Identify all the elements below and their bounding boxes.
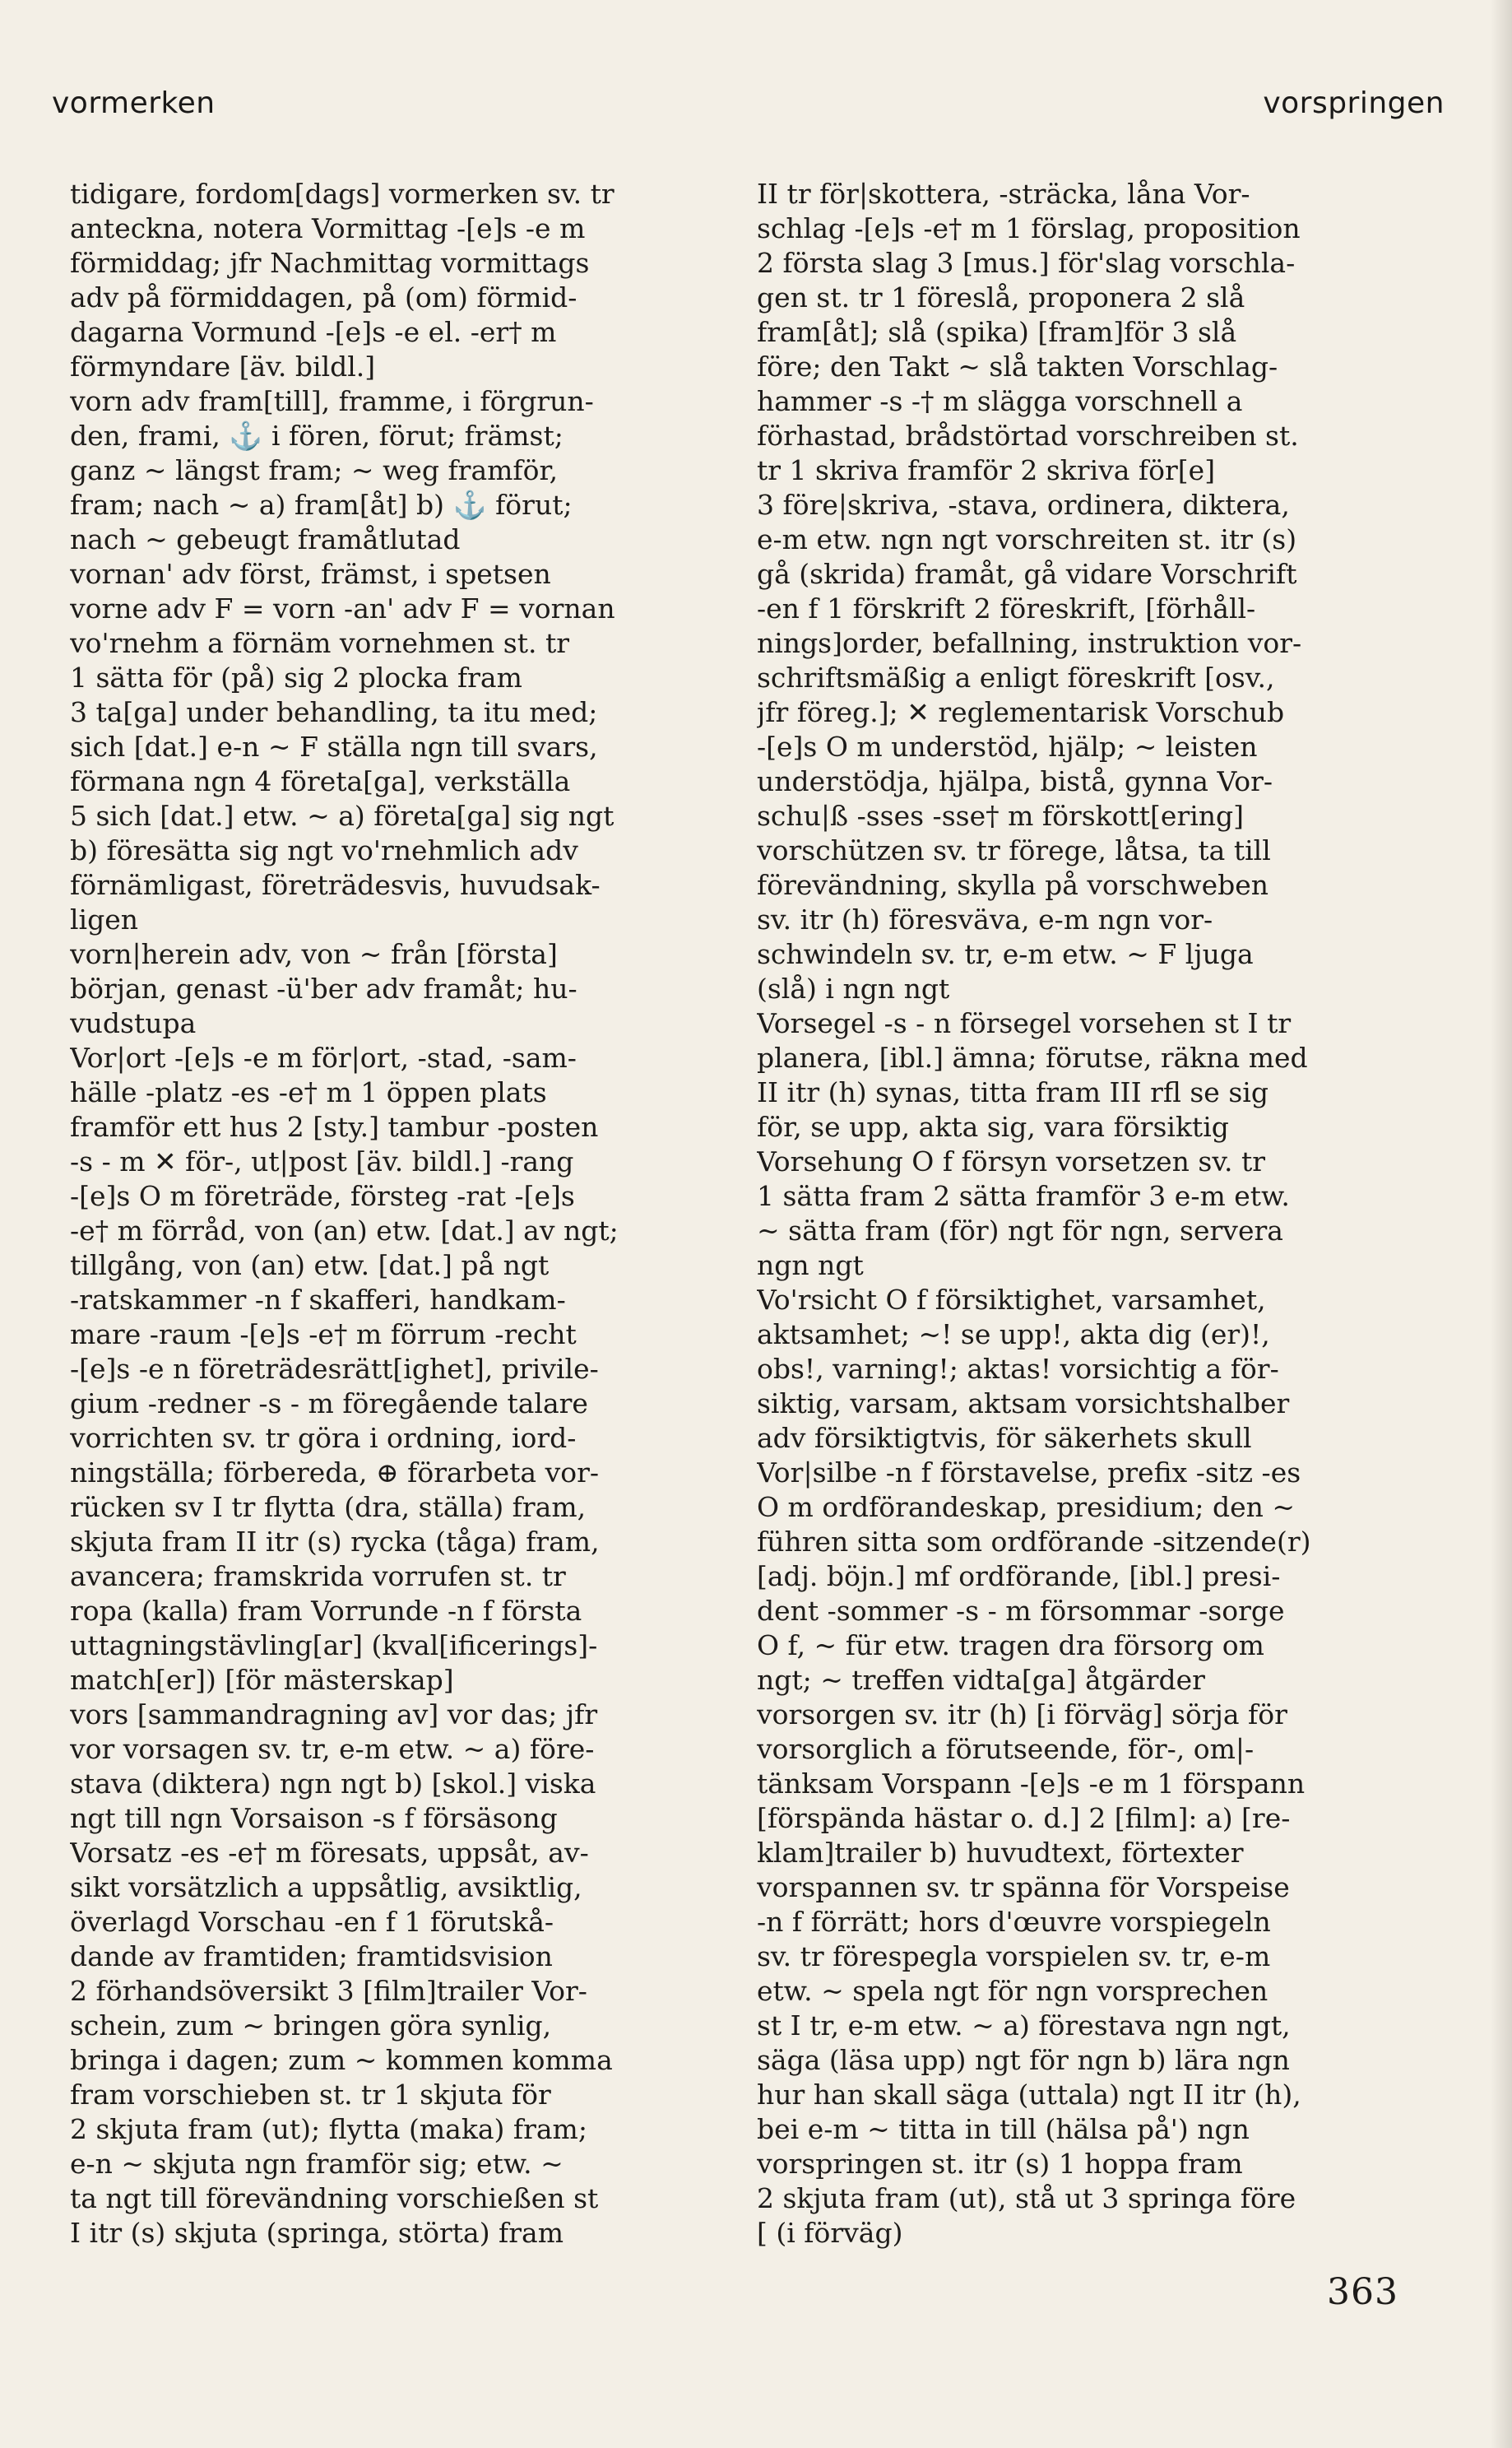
left-column-line: vudstupa — [70, 1007, 197, 1039]
right-column-line: 2 skjuta fram (ut), stå ut 3 springa före — [757, 2182, 1296, 2214]
left-column-line: schein, zum ~ bringen göra synlig, — [70, 2009, 552, 2042]
right-column-line: etw. ~ spela ngt för ngn vorsprechen — [757, 1975, 1269, 2007]
left-column-line: match[er]) [för mästerskap] — [70, 1664, 454, 1696]
left-column-line: Vor|ort -[e]s -e m för|ort, -stad, -sam- — [70, 1042, 577, 1074]
right-column-line: Vo'rsicht O f försiktighet, varsamhet, — [757, 1284, 1266, 1316]
left-column-line: b) föresätta sig ngt vo'rnehmlich adv — [70, 834, 578, 866]
left-column-line: framför ett hus 2 [sty.] tambur -posten — [70, 1111, 599, 1143]
right-column-line: -en f 1 förskrift 2 föreskrift, [förhåll- — [757, 592, 1256, 625]
right-column-line: siktig, varsam, aktsam vorsichtshalber — [757, 1387, 1290, 1419]
left-column-line: uttagningstävling[ar] (kval[ificerings]- — [70, 1629, 598, 1661]
right-column-line: tänksam Vorspann -[e]s -e m 1 förspann — [757, 1767, 1306, 1800]
left-column-line: 2 förhandsöversikt 3 [film]trailer Vor- — [70, 1975, 587, 2007]
right-column-line: vorspannen sv. tr spänna för Vorspeise — [757, 1871, 1290, 1903]
left-column-line: -e† m förråd, von (an) etw. [dat.] av ngt; — [70, 1215, 619, 1247]
right-column-line: vorspringen st. itr (s) 1 hoppa fram — [757, 2148, 1243, 2180]
right-column-line: ngn ngt — [757, 1249, 864, 1281]
left-column-line: 1 sätta för (på) sig 2 plocka fram — [70, 662, 522, 694]
left-column-line: förnämligast, företrädesvis, huvudsak- — [70, 869, 601, 901]
right-column-line: -n f förrätt; hors d'œuvre vorspiegeln — [757, 1906, 1271, 1938]
left-column-line: vorne adv F = vorn -an' adv F = vornan — [70, 592, 615, 625]
right-column-line: [adj. böjn.] mf ordförande, [ibl.] presi- — [757, 1560, 1281, 1592]
right-column-line: sv. itr (h) föresväva, e-m ngn vor- — [757, 903, 1213, 936]
right-column — [757, 177, 1398, 2251]
left-column-line: fram; nach ~ a) fram[åt] b) ⚓ förut; — [70, 489, 573, 521]
left-column-line: 5 sich [dat.] etw. ~ a) företa[ga] sig ngt — [70, 800, 615, 832]
left-column-line: tillgång, von (an) etw. [dat.] på ngt — [70, 1249, 550, 1281]
left-column-line: nach ~ gebeugt framåtlutad — [70, 523, 461, 555]
right-column-line: före; den Takt ~ slå takten Vorschlag- — [757, 351, 1278, 383]
right-column-line: II tr för|skottera, -sträcka, låna Vor- — [757, 178, 1250, 210]
right-column-line: 3 före|skriva, -stava, ordinera, diktera, — [757, 489, 1290, 521]
left-column-line: överlagd Vorschau -en f 1 förutskå- — [70, 1906, 554, 1938]
right-column-line: e-m etw. ngn ngt vorschreiten st. itr (s) — [757, 523, 1297, 555]
right-column-line: tr 1 skriva framför 2 skriva för[e] — [757, 454, 1216, 486]
right-column-line: klam]trailer b) huvudtext, förtexter — [757, 1837, 1244, 1869]
right-column-line: vorschützen sv. tr förege, låtsa, ta till — [757, 834, 1271, 866]
left-column-line: ta ngt till förevändning vorschießen st — [70, 2182, 599, 2214]
left-column-line: 3 ta[ga] under behandling, ta itu med; — [70, 696, 598, 728]
left-column-line: gium -redner -s - m föregående talare — [70, 1387, 588, 1419]
left-column-line: ganz ~ längst fram; ~ weg framför, — [70, 454, 559, 486]
left-column — [70, 177, 703, 2251]
right-column-line: gen st. tr 1 föreslå, proponera 2 slå — [757, 281, 1245, 314]
right-column-line: aktsamhet; ~! se upp!, akta dig (er)!, — [757, 1318, 1270, 1350]
right-column-line: ngt; ~ treffen vidta[ga] åtgärder — [757, 1664, 1205, 1696]
right-column-line: O f, ~ für etw. tragen dra försorg om — [757, 1629, 1264, 1661]
right-column-line: vorsorgen sv. itr (h) [i förväg] sörja för — [757, 1698, 1287, 1730]
left-column-line: 2 skjuta fram (ut); flytta (maka) fram; — [70, 2113, 587, 2145]
right-column-line: Vorsegel -s - n försegel vorsehen st I tr — [757, 1007, 1292, 1039]
running-head-left: vormerken — [52, 86, 216, 120]
left-column-line: avancera; framskrida vorrufen st. tr — [70, 1560, 566, 1592]
left-column-line: skjuta fram II itr (s) rycka (tåga) fram, — [70, 1526, 600, 1558]
right-column-line: obs!, varning!; aktas! vorsichtig a för- — [757, 1353, 1279, 1385]
left-column-line: förmyndare [äv. bildl.] — [70, 351, 376, 383]
left-column-line: vorn adv fram[till], framme, i förgrun- — [70, 385, 594, 417]
right-column-line: [förspända hästar o. d.] 2 [film]: a) [re- — [757, 1802, 1291, 1834]
left-column-line: vors [sammandragning av] vor das; jfr — [70, 1698, 598, 1730]
left-column-line: Vorsatz -es -e† m föresats, uppsåt, av- — [70, 1837, 589, 1869]
left-column-line: tidigare, fordom[dags] vormerken sv. tr — [70, 178, 615, 210]
right-column-line: 1 sätta fram 2 sätta framför 3 e-m etw. — [757, 1180, 1290, 1212]
left-column-line: sich [dat.] e-n ~ F ställa ngn till svars, — [70, 731, 598, 763]
left-column-line: vor vorsagen sv. tr, e-m etw. ~ a) före- — [70, 1733, 595, 1765]
left-column-line: -s - m ✕ för-, ut|post [äv. bildl.] -rang — [70, 1145, 574, 1178]
left-column-line: -[e]s O m företräde, försteg -rat -[e]s — [70, 1180, 575, 1212]
right-column-line: fram[åt]; slå (spika) [fram]för 3 slå — [757, 316, 1237, 348]
right-column-line: führen sitta som ordförande -sitzende(r) — [757, 1526, 1311, 1558]
right-column-line: schlag -[e]s -e† m 1 förslag, proposition — [757, 212, 1301, 244]
right-column-line: Vor|silbe -n f förstavelse, prefix -sitz -es — [757, 1456, 1301, 1489]
left-column-line: ngt till ngn Vorsaison -s f försäsong — [70, 1802, 558, 1834]
right-column-line: nings]order, befallning, instruktion vor- — [757, 627, 1302, 659]
right-column-line: -[e]s O m understöd, hjälp; ~ leisten — [757, 731, 1258, 763]
left-column-line: rücken sv I tr flytta (dra, ställa) fram, — [70, 1491, 587, 1523]
right-column-line: adv försiktigtvis, för säkerhets skull — [757, 1422, 1252, 1454]
right-column-line: ~ sätta fram (för) ngt för ngn, servera — [757, 1215, 1283, 1247]
left-column-line: förmiddag; jfr Nachmittag vormittags — [70, 247, 590, 279]
left-column-line: vorn|herein adv, von ~ från [första] — [70, 938, 558, 970]
left-column-line: början, genast -ü'ber adv framåt; hu- — [70, 973, 577, 1005]
right-column-line: 2 första slag 3 [mus.] för'slag vorschla- — [757, 247, 1296, 279]
left-column-line: fram vorschieben st. tr 1 skjuta för — [70, 2079, 551, 2111]
page-number: 363 — [1327, 2271, 1398, 2313]
right-column-line: vorsorglich a förutseende, för-, om|- — [757, 1733, 1255, 1765]
right-column-line: hur han skall säga (uttala) ngt II itr (h), — [757, 2079, 1301, 2111]
running-head-right: vorspringen — [1263, 86, 1445, 120]
left-column-line: anteckna, notera Vormittag -[e]s -e m — [70, 212, 586, 244]
right-column-line: O m ordförandeskap, presidium; den ~ — [757, 1491, 1296, 1523]
right-column-line: schriftsmäßig a enligt föreskrift [osv., — [757, 662, 1275, 694]
right-column-line: st I tr, e-m etw. ~ a) förestava ngn ngt, — [757, 2009, 1291, 2042]
left-column-line: e-n ~ skjuta ngn framför sig; etw. ~ — [70, 2148, 564, 2180]
right-column-line: planera, [ibl.] ämna; förutse, räkna med — [757, 1042, 1308, 1074]
right-column-line: schwindeln sv. tr, e-m etw. ~ F ljuga — [757, 938, 1254, 970]
right-column-line: jfr föreg.]; ✕ reglementarisk Vorschub — [757, 696, 1285, 728]
left-column-line: adv på förmiddagen, på (om) förmid- — [70, 281, 577, 314]
left-column-line: -[e]s -e n företrädesrätt[ighet], privile- — [70, 1353, 599, 1385]
left-column-line: den, frami, ⚓ i fören, förut; främst; — [70, 420, 564, 452]
right-column-line: förevändning, skylla på vorschweben — [757, 869, 1269, 901]
left-column-line: bringa i dagen; zum ~ kommen komma — [70, 2044, 613, 2076]
left-column-line: vo'rnehm a förnäm vornehmen st. tr — [70, 627, 570, 659]
right-column-line: säga (läsa upp) ngt för ngn b) lära ngn — [757, 2044, 1290, 2076]
left-column-line: ligen — [70, 903, 139, 936]
right-column-line: sv. tr förespegla vorspielen sv. tr, e-m — [757, 1940, 1271, 1972]
left-column-line: mare -raum -[e]s -e† m förrum -recht — [70, 1318, 577, 1350]
left-column-line: -ratskammer -n f skafferi, handkam- — [70, 1284, 566, 1316]
right-column-line: för, se upp, akta sig, vara försiktig — [757, 1111, 1229, 1143]
left-column-line: sikt vorsätzlich a uppsåtlig, avsiktlig, — [70, 1871, 582, 1903]
right-column-line: schu|ß -sses -sse† m förskott[ering] — [757, 800, 1245, 832]
left-column-line: dande av framtiden; framtidsvision — [70, 1940, 553, 1972]
right-column-line: [ (i förväg) — [757, 2217, 903, 2249]
right-column-line: understödja, hjälpa, bistå, gynna Vor- — [757, 765, 1273, 797]
right-column-line: hammer -s -† m slägga vorschnell a — [757, 385, 1243, 417]
page-edge-shadow — [1491, 0, 1512, 2448]
right-column-line: (slå) i ngn ngt — [757, 973, 950, 1005]
right-column-line: bei e-m ~ titta in till (hälsa på') ngn — [757, 2113, 1250, 2145]
right-column-line: Vorsehung O f försyn vorsetzen sv. tr — [757, 1145, 1266, 1178]
left-column-line: förmana ngn 4 företa[ga], verkställa — [70, 765, 571, 797]
left-column-line: hälle -platz -es -e† m 1 öppen plats — [70, 1076, 547, 1108]
left-column-line: dagarna Vormund -[e]s -e el. -er† m — [70, 316, 557, 348]
right-column-line: gå (skrida) framåt, gå vidare Vorschrift — [757, 558, 1297, 590]
right-column-line: dent -sommer -s - m försommar -sorge — [757, 1595, 1285, 1627]
left-column-line: stava (diktera) ngn ngt b) [skol.] viska — [70, 1767, 596, 1800]
right-column-line: förhastad, brådstörtad vorschreiben st. — [757, 420, 1299, 452]
right-column-line: II itr (h) synas, titta fram III rfl se sig — [757, 1076, 1269, 1108]
left-column-line: vorrichten sv. tr göra i ordning, iord- — [70, 1422, 577, 1454]
left-column-line: vornan' adv först, främst, i spetsen — [70, 558, 551, 590]
left-column-line: ropa (kalla) fram Vorrunde -n f första — [70, 1595, 582, 1627]
left-column-line: I itr (s) skjuta (springa, störta) fram — [70, 2217, 564, 2249]
left-column-line: ningställa; förbereda, ⊕ förarbeta vor- — [70, 1456, 600, 1489]
